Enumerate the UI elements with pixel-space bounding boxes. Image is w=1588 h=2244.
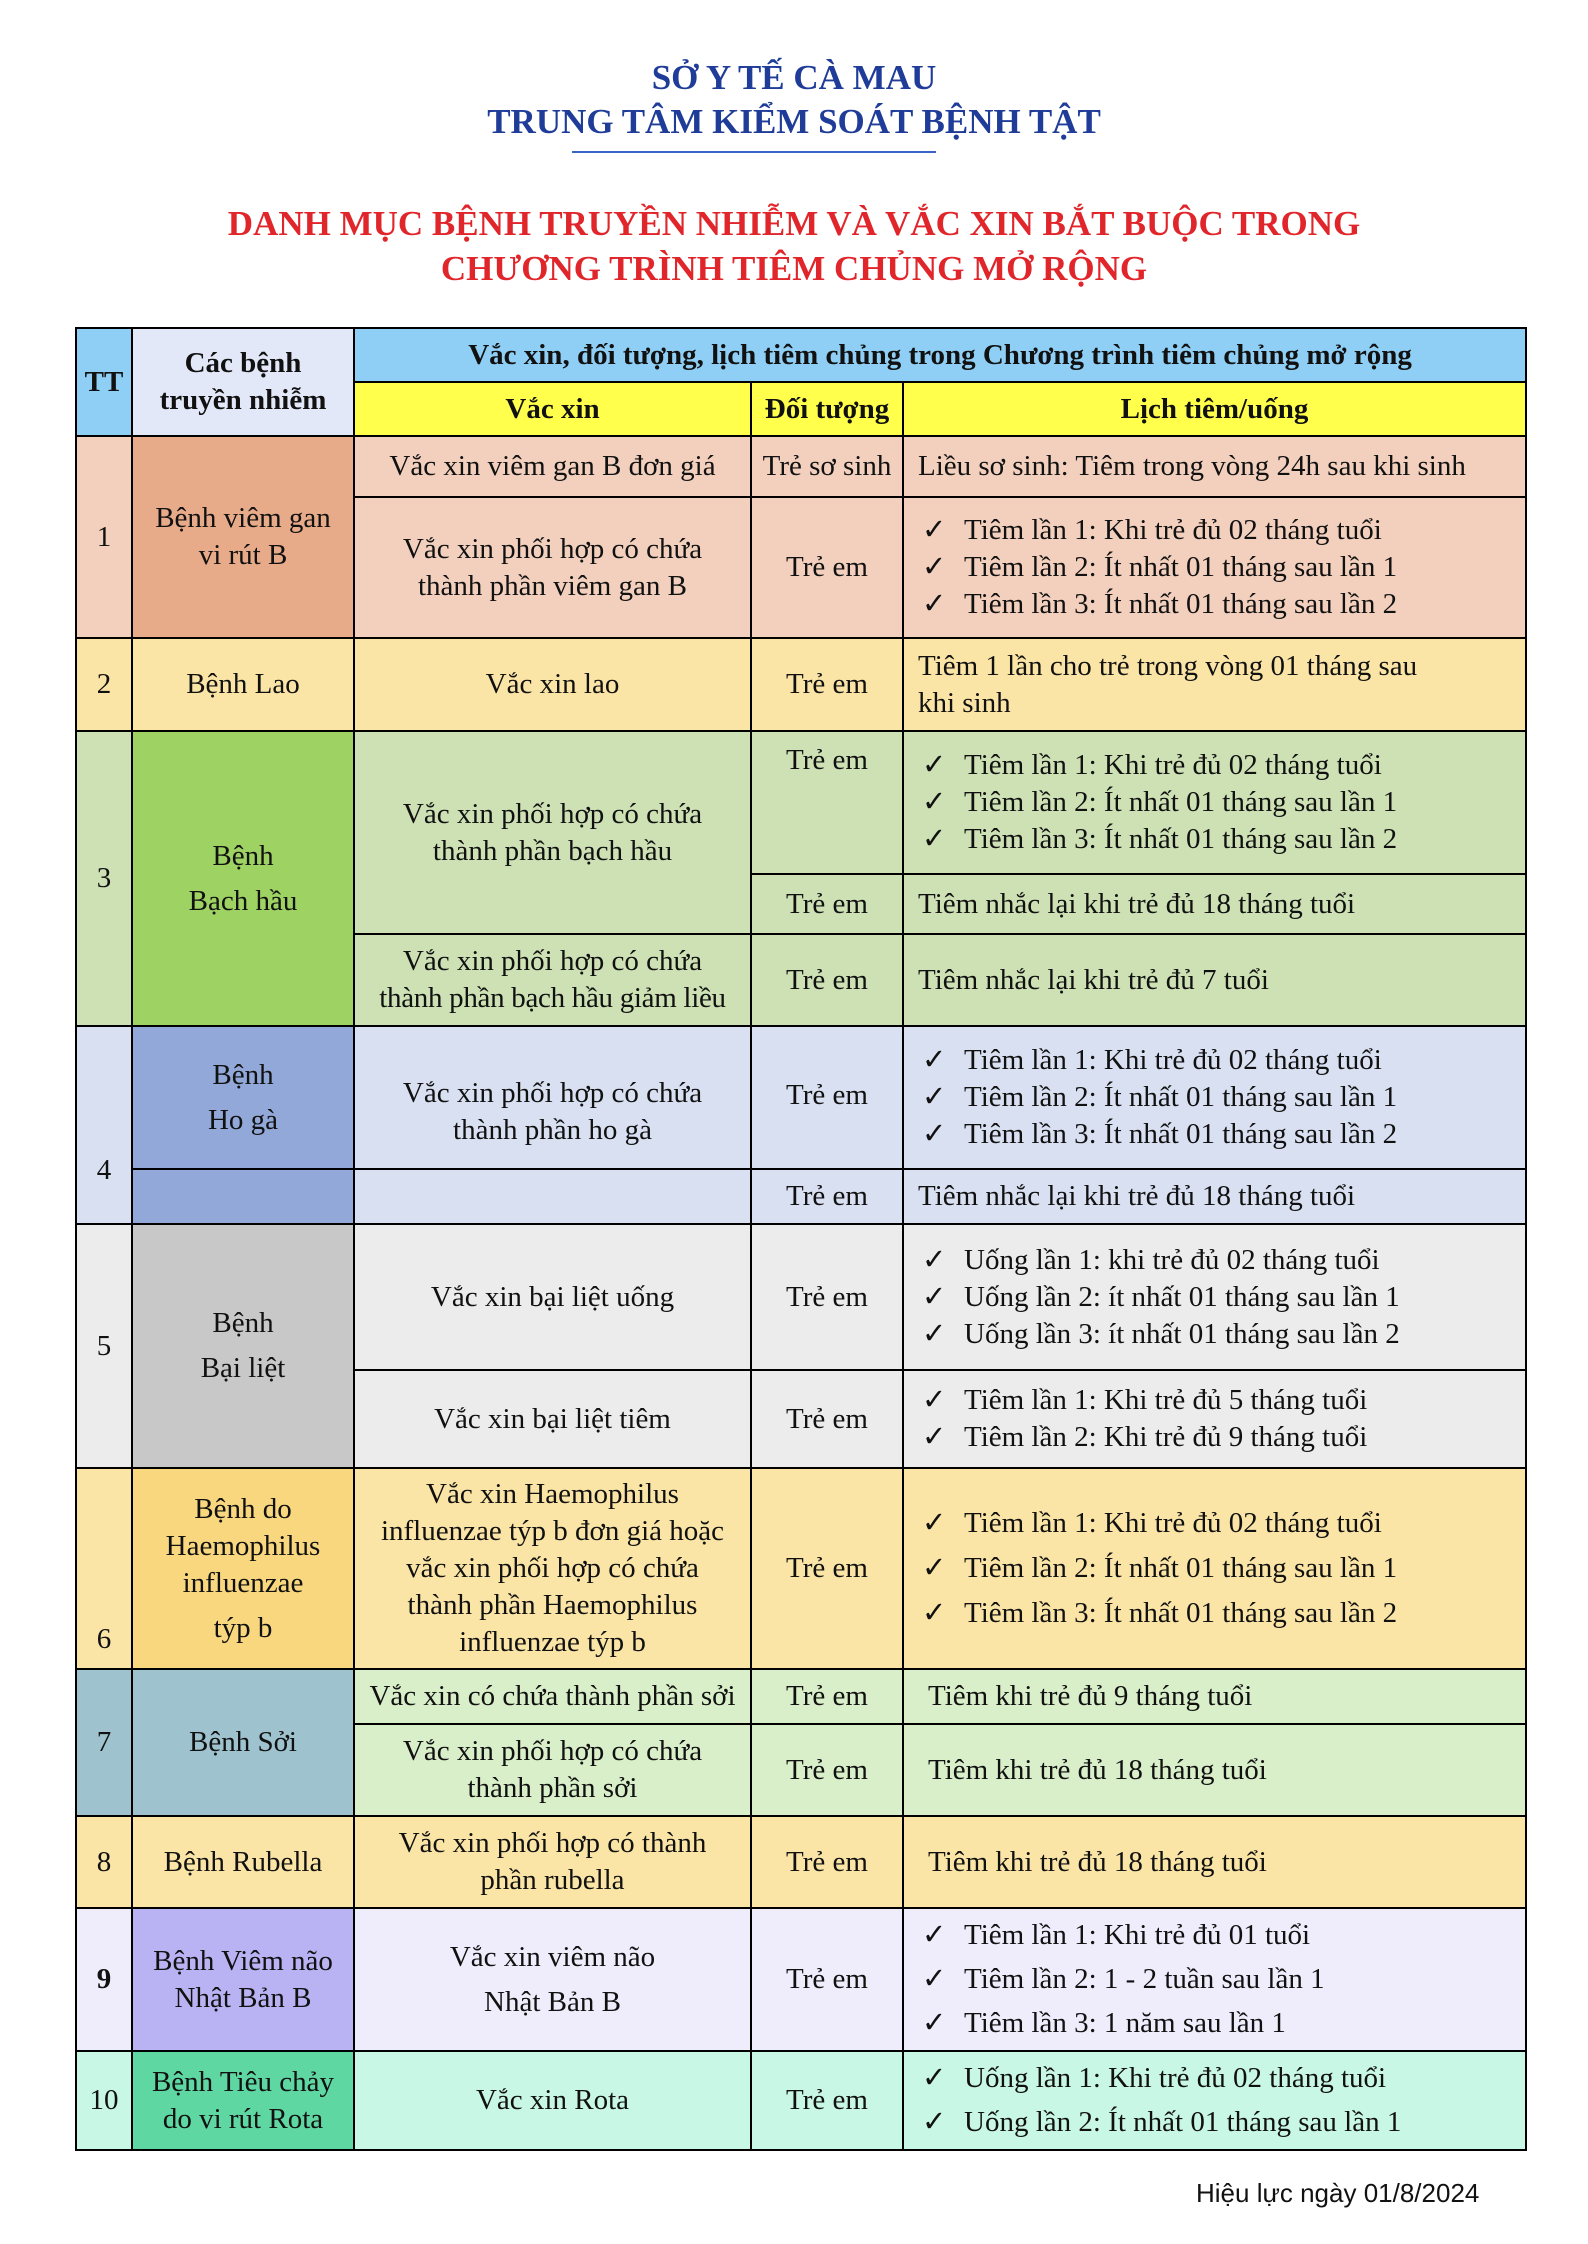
- vaccine-cell: [354, 1724, 751, 1816]
- vaccine-line: Vắc xin Haemophilus: [426, 1478, 679, 1510]
- vaccine-cell: Vắc xin bại liệt uống: [354, 1224, 751, 1370]
- row-number: 9: [76, 1908, 132, 2051]
- header-target: Đối tượng: [751, 382, 903, 436]
- vaccine-line: Vắc xin phối hợp có thành: [398, 1827, 707, 1859]
- disease-line: Bệnh viêm gan: [155, 502, 331, 534]
- table-row: [76, 638, 1526, 731]
- row-number: 2: [76, 638, 132, 731]
- schedule-item: ✓ Tiêm lần 3: 1 năm sau lần 1: [922, 2005, 1521, 2042]
- disease-cell-cont: [132, 1169, 354, 1224]
- vaccine-line: Vắc xin phối hợp có chứa: [402, 1077, 703, 1109]
- check-icon: ✓: [922, 1552, 947, 1584]
- schedule-item: ✓ Tiêm lần 2: Ít nhất 01 tháng sau lần 1: [922, 1550, 1521, 1587]
- header-disease-line2: truyền nhiễm: [159, 384, 327, 416]
- table-row: [76, 1224, 1526, 1370]
- check-icon: ✓: [922, 2062, 947, 2094]
- disease-line: Bệnh Viêm não: [153, 1944, 333, 1977]
- target-cell: Trẻ em: [751, 1169, 903, 1224]
- schedule-item: ✓ Uống lần 1: Khi trẻ đủ 02 tháng tuổi: [922, 2060, 1521, 2097]
- vaccine-line: influenzae týp b đơn giá hoặc: [380, 1515, 725, 1547]
- header-disease: [132, 328, 354, 436]
- table-row: [76, 731, 1526, 874]
- schedule-item: ✓ Tiêm lần 1: Khi trẻ đủ 01 tuổi: [922, 1917, 1521, 1954]
- schedule-item: ✓ Uống lần 2: ít nhất 01 tháng sau lần 1: [922, 1279, 1521, 1316]
- disease-line: Haemophilus: [165, 1529, 321, 1562]
- schedule-cell: [903, 638, 1526, 731]
- header-disease-line1: Các bệnh: [184, 347, 302, 379]
- check-icon: ✓: [922, 1421, 947, 1453]
- disease-line: do vi rút Rota: [162, 2102, 324, 2135]
- vaccine-cell: [354, 731, 751, 934]
- disease-cell: [132, 2051, 354, 2150]
- schedule-item: ✓ Tiêm lần 3: Ít nhất 01 tháng sau lần 2: [922, 1595, 1521, 1632]
- table-row: [76, 436, 1526, 497]
- disease-cell: Bệnh Rubella: [132, 1816, 354, 1908]
- vaccine-cell-cont: [354, 1169, 751, 1224]
- vaccine-table: [75, 327, 1527, 2151]
- header-divider: [572, 151, 936, 153]
- check-icon: ✓: [922, 2007, 947, 2039]
- check-icon: ✓: [922, 1384, 947, 1416]
- check-icon: ✓: [922, 551, 947, 583]
- org-name-line2: TRUNG TÂM KIỂM SOÁT BỆNH TẬT: [487, 102, 1101, 141]
- schedule-item: ✓ Uống lần 1: khi trẻ đủ 02 tháng tuổi: [922, 1242, 1521, 1279]
- schedule-cell: Liều sơ sinh: Tiêm trong vòng 24h sau khi sinh: [903, 436, 1526, 497]
- check-icon: ✓: [922, 786, 947, 818]
- vaccine-line: thành phần bạch hầu giảm liều: [379, 982, 726, 1014]
- vaccine-line: Nhật Bản B: [484, 1985, 621, 2018]
- target-cell: Trẻ em: [751, 1724, 903, 1816]
- vaccine-cell: Vắc xin Rota: [354, 2051, 751, 2150]
- disease-line: Bệnh: [212, 839, 274, 872]
- vaccine-cell: Vắc xin bại liệt tiêm: [354, 1370, 751, 1468]
- check-icon: ✓: [922, 588, 947, 620]
- schedule-cell: Tiêm nhắc lại khi trẻ đủ 18 tháng tuổi: [903, 1169, 1526, 1224]
- table-row: [76, 1669, 1526, 1724]
- check-icon: ✓: [922, 1044, 947, 1076]
- check-icon: ✓: [922, 1280, 947, 1313]
- row-number: 10: [76, 2051, 132, 2150]
- vaccine-cell: [354, 497, 751, 638]
- schedule-item: ✓ Tiêm lần 2: 1 - 2 tuần sau lần 1: [922, 1961, 1521, 1998]
- disease-line: Ho gà: [207, 1103, 279, 1136]
- schedule-cell: [903, 1908, 1526, 2051]
- table-row: [76, 1816, 1526, 1908]
- schedule-cell: [903, 2051, 1526, 2150]
- disease-cell: Bệnh Sởi: [132, 1669, 354, 1816]
- target-cell: Trẻ em: [751, 2051, 903, 2150]
- disease-line: Nhật Bản B: [174, 1981, 312, 2014]
- target-cell: Trẻ em: [751, 1370, 903, 1468]
- vaccine-line: Vắc xin viêm não: [449, 1940, 656, 1973]
- table-row: [76, 2051, 1526, 2150]
- vaccine-line: Vắc xin phối hợp có chứa: [402, 1735, 703, 1767]
- target-cell: Trẻ em: [751, 638, 903, 731]
- schedule-item: ✓ Tiêm lần 2: Ít nhất 01 tháng sau lần 1: [922, 1079, 1521, 1116]
- vaccine-line: Vắc xin phối hợp có chứa: [402, 945, 703, 977]
- vaccine-cell: [354, 1816, 751, 1908]
- schedule-item: ✓ Tiêm lần 2: Ít nhất 01 tháng sau lần 1: [922, 784, 1521, 821]
- schedule-cell: Tiêm khi trẻ đủ 9 tháng tuổi: [903, 1669, 1526, 1724]
- target-cell: Trẻ em: [751, 874, 903, 934]
- vaccine-line: thành phần bạch hầu: [432, 834, 673, 867]
- schedule-line: Tiêm 1 lần cho trẻ trong vòng 01 tháng sau: [918, 649, 1418, 682]
- disease-cell: [132, 1908, 354, 2051]
- schedule-line: khi sinh: [918, 686, 1011, 719]
- vaccine-line: Vắc xin phối hợp có chứa: [402, 532, 703, 565]
- disease-cell: [132, 1468, 354, 1669]
- schedule-cell: Tiêm nhắc lại khi trẻ đủ 7 tuổi: [903, 934, 1526, 1026]
- check-icon: ✓: [922, 823, 947, 855]
- target-cell: Trẻ em: [751, 497, 903, 638]
- target-cell: Trẻ em: [751, 1224, 903, 1370]
- target-cell: Trẻ em: [751, 1669, 903, 1724]
- check-icon: ✓: [922, 1919, 947, 1951]
- row-number: 4: [76, 1026, 132, 1224]
- vaccine-cell: [354, 1468, 751, 1669]
- schedule-cell: [903, 1026, 1526, 1169]
- schedule-item: ✓ Tiêm lần 3: Ít nhất 01 tháng sau lần 2: [922, 1116, 1521, 1153]
- vaccine-cell: Vắc xin có chứa thành phần sởi: [354, 1669, 751, 1724]
- disease-cell: Bệnh Lao: [132, 638, 354, 731]
- org-name-line1: SỞ Y TẾ CÀ MAU: [651, 58, 937, 97]
- schedule-item: ✓ Tiêm lần 1: Khi trẻ đủ 02 tháng tuổi: [922, 747, 1521, 784]
- schedule-item: ✓ Tiêm lần 1: Khi trẻ đủ 5 tháng tuổi: [922, 1382, 1521, 1419]
- check-icon: ✓: [922, 514, 947, 546]
- table-row: [76, 1468, 1526, 1669]
- document-title-line1: DANH MỤC BỆNH TRUYỀN NHIỄM VÀ VẮC XIN BẮT BUỘC TRONG: [227, 204, 1361, 243]
- schedule-cell: [903, 497, 1526, 638]
- table-row: [76, 1169, 1526, 1224]
- check-icon: ✓: [922, 1963, 947, 1995]
- target-cell: Trẻ em: [751, 934, 903, 1026]
- header-tt: TT: [76, 328, 132, 436]
- vaccine-line: thành phần viêm gan B: [417, 569, 687, 602]
- schedule-cell: [903, 731, 1526, 874]
- target-cell: Trẻ em: [751, 1026, 903, 1169]
- vaccine-line: Vắc xin phối hợp có chứa: [402, 797, 703, 830]
- vaccine-cell: [354, 1908, 751, 2051]
- target-cell: Trẻ em: [751, 1468, 903, 1669]
- row-number: 5: [76, 1224, 132, 1468]
- effective-date: Hiệu lực ngày 01/8/2024: [1196, 2178, 1480, 2208]
- vaccine-cell: [354, 1026, 751, 1169]
- vaccine-line: vắc xin phối hợp có chứa: [406, 1552, 699, 1584]
- disease-cell: [132, 731, 354, 1026]
- disease-line: Bệnh: [212, 1058, 274, 1091]
- schedule-item: ✓ Tiêm lần 1: Khi trẻ đủ 02 tháng tuổi: [922, 1042, 1521, 1079]
- disease-line: Bệnh Tiêu chảy: [151, 2065, 335, 2098]
- schedule-item: ✓ Uống lần 3: ít nhất 01 tháng sau lần 2: [922, 1316, 1521, 1353]
- disease-line: Bệnh: [212, 1307, 274, 1339]
- vaccine-line: influenzae týp b: [459, 1626, 646, 1658]
- schedule-cell: Tiêm nhắc lại khi trẻ đủ 18 tháng tuổi: [903, 874, 1526, 934]
- schedule-item: ✓ Tiêm lần 2: Ít nhất 01 tháng sau lần 1: [922, 549, 1521, 586]
- row-number: 7: [76, 1669, 132, 1816]
- schedule-item: ✓ Tiêm lần 3: Ít nhất 01 tháng sau lần 2: [922, 821, 1521, 858]
- schedule-item: ✓ Uống lần 2: Ít nhất 01 tháng sau lần 1: [922, 2104, 1521, 2141]
- check-icon: ✓: [922, 1118, 947, 1150]
- disease-cell: [132, 436, 354, 638]
- row-number: 6: [76, 1468, 132, 1669]
- check-icon: ✓: [922, 1081, 947, 1113]
- vaccine-line: phần rubella: [480, 1864, 625, 1896]
- check-icon: ✓: [922, 1597, 947, 1629]
- schedule-item: ✓ Tiêm lần 1: Khi trẻ đủ 02 tháng tuổi: [922, 512, 1521, 549]
- schedule-cell: [903, 1468, 1526, 1669]
- schedule-cell: Tiêm khi trẻ đủ 18 tháng tuổi: [903, 1724, 1526, 1816]
- check-icon: ✓: [922, 1317, 947, 1350]
- check-icon: ✓: [922, 1507, 947, 1539]
- disease-line: Bệnh do: [194, 1492, 292, 1525]
- vaccine-cell: [354, 934, 751, 1026]
- vaccine-line: thành phần ho gà: [453, 1114, 652, 1146]
- disease-cell: [132, 1026, 354, 1169]
- disease-line: vi rút B: [198, 539, 288, 571]
- schedule-cell: [903, 1224, 1526, 1370]
- schedule-cell: Tiêm khi trẻ đủ 18 tháng tuổi: [903, 1816, 1526, 1908]
- target-cell: Trẻ sơ sinh: [751, 436, 903, 497]
- header-schedule: Lịch tiêm/uống: [903, 382, 1526, 436]
- row-number: 8: [76, 1816, 132, 1908]
- document-title-line2: CHƯƠNG TRÌNH TIÊM CHỦNG MỞ RỘNG: [440, 249, 1148, 288]
- row-number: 1: [76, 436, 132, 638]
- vaccine-line: thành phần sởi: [467, 1772, 638, 1804]
- header-group: Vắc xin, đối tượng, lịch tiêm chủng trong Chương trình tiêm chủng mở rộng: [354, 328, 1526, 382]
- schedule-item: ✓ Tiêm lần 3: Ít nhất 01 tháng sau lần 2: [922, 586, 1521, 623]
- check-icon: ✓: [922, 1243, 947, 1276]
- disease-line: influenzae: [182, 1566, 304, 1599]
- target-cell: Trẻ em: [751, 731, 903, 874]
- disease-line: týp b: [213, 1611, 273, 1644]
- row-number: 3: [76, 731, 132, 1026]
- check-icon: ✓: [922, 2106, 947, 2138]
- schedule-cell: [903, 1370, 1526, 1468]
- target-cell: Trẻ em: [751, 1816, 903, 1908]
- header-vaccine: Vắc xin: [354, 382, 751, 436]
- schedule-item: ✓ Tiêm lần 2: Khi trẻ đủ 9 tháng tuổi: [922, 1419, 1521, 1456]
- target-cell: Trẻ em: [751, 1908, 903, 2051]
- schedule-item: ✓ Tiêm lần 1: Khi trẻ đủ 02 tháng tuổi: [922, 1505, 1521, 1542]
- vaccine-line: thành phần Haemophilus: [407, 1589, 698, 1621]
- table-row: [76, 1026, 1526, 1169]
- disease-line: Bại liệt: [200, 1352, 286, 1384]
- check-icon: ✓: [922, 749, 947, 781]
- disease-cell: [132, 1224, 354, 1468]
- vaccine-cell: Vắc xin lao: [354, 638, 751, 731]
- disease-line: Bạch hầu: [188, 884, 298, 917]
- table-row: [76, 1908, 1526, 2051]
- vaccine-cell: Vắc xin viêm gan B đơn giá: [354, 436, 751, 497]
